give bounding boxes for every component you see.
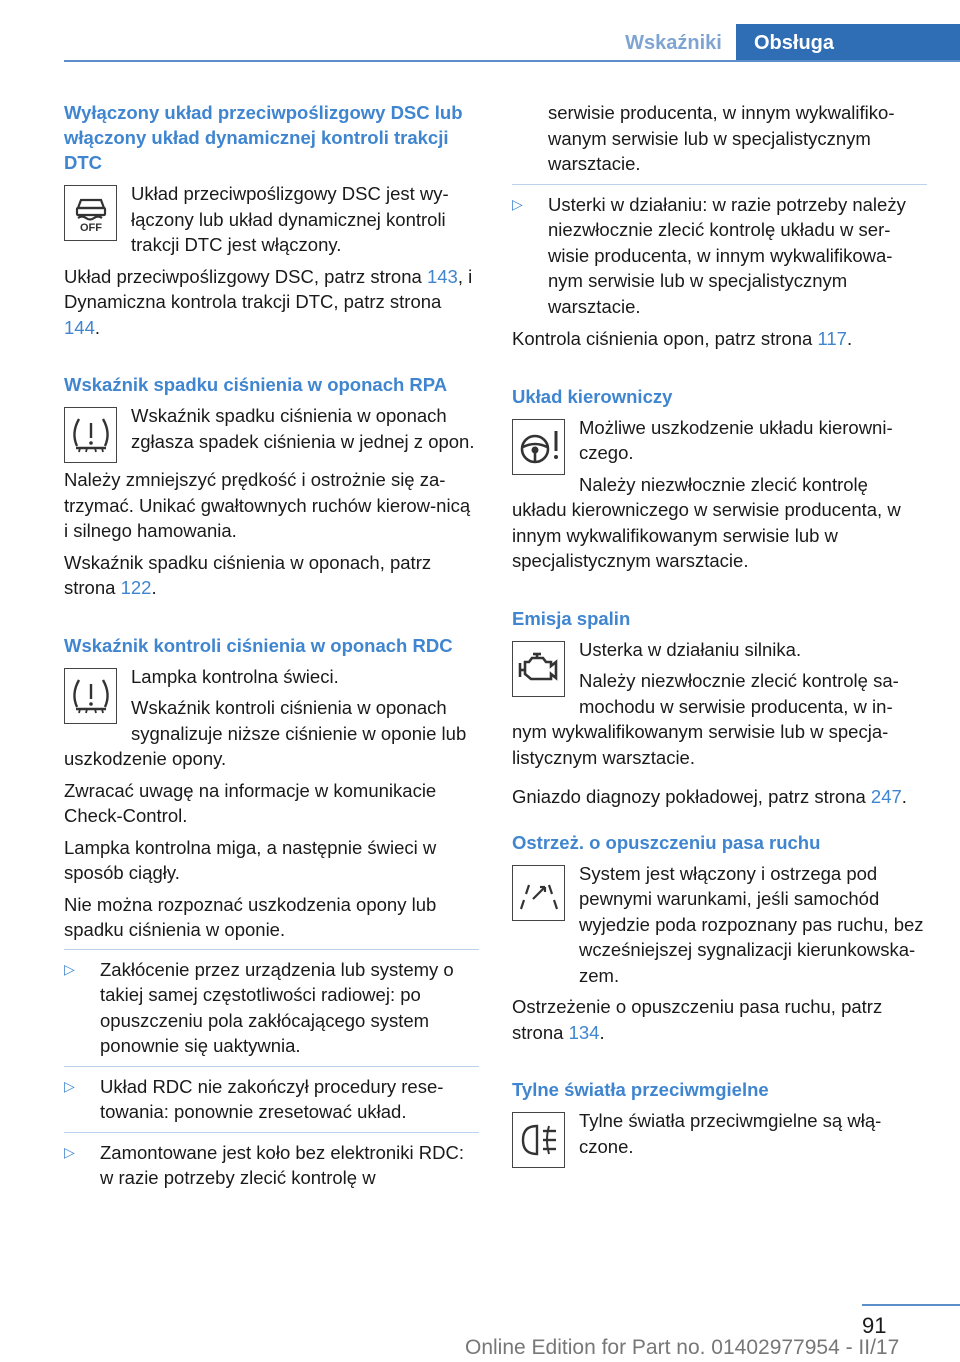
page-number: 91	[862, 1313, 887, 1338]
steering-warning-icon	[512, 419, 565, 475]
header-rule	[64, 60, 960, 62]
engine-check-icon	[512, 641, 565, 697]
list-item: ▷ Zakłócenie przez urządzenia lub systemy o takiej samej częstotliwości radiowej: po opuszczeniu pola zakłócającego system ponownie się uaktywnia.	[64, 957, 479, 1059]
left-column	[64, 100, 479, 1198]
list-item: ▷ Usterki w działaniu: w razie potrzeby należy niezwłocznie zlecić kontrolę układu w ser-wisie producenta, w innym wykwalifikowa-nym serwisie lub w specjalistycznym warsztacie.	[512, 192, 927, 320]
dsc-off-icon	[64, 185, 117, 241]
fog-icon-text: Tylne światła przeciwmgielne są włą-czone.	[579, 1110, 882, 1157]
section-title-emission: Emisja spalin	[512, 607, 631, 629]
dsc-ref-paragraph: Układ przeciwpoślizgowy DSC, patrz strona 143, i Dynamiczna kontrola trakcji DTC, patrz strona 144.	[64, 265, 473, 338]
rdc-paragraph-3: Nie można rozpoznać uszkodzenia opony lub spadku ciśnienia w oponie.	[64, 893, 437, 940]
lane-ref-paragraph: Ostrzeżenie o opuszczeniu pasa ruchu, patrz strona 134.	[512, 996, 883, 1043]
bullet-separator	[64, 949, 479, 950]
bullet-separator	[64, 1132, 479, 1133]
rdc-icon-text-1: Lampka kontrolna świeci.	[131, 665, 339, 687]
page-link-117[interactable]: 117	[817, 328, 847, 349]
header-tab-active[interactable]: Obsługa	[736, 24, 960, 62]
bullet-marker: ▷	[512, 195, 523, 212]
rdc-paragraph-1: Zwracać uwagę na informacje w komunikacie Check-Control.	[64, 779, 437, 826]
page-link-134[interactable]: 134	[568, 1021, 600, 1043]
page-link-247[interactable]: 247	[870, 786, 902, 807]
lane-departure-icon	[512, 865, 565, 921]
rdc-icon-text-2: Wskaźnik kontroli ciśnienia w oponach sygnalizuje niższe ciśnienie w oponie lub uszkodzenie opony.	[64, 697, 467, 769]
bullet-marker: ▷	[64, 1077, 75, 1094]
obd-ref-paragraph: Gniazdo diagnozy pokładowej, patrz strona 247.	[512, 786, 907, 807]
steering-icon-text-1: Możliwe uszkodzenie układu kierowni-czego.	[579, 416, 893, 463]
section-title-lane-departure: Ostrzeż. o opuszczeniu pasa ruchu	[512, 831, 821, 853]
tire-pressure-control-icon	[64, 668, 117, 724]
footer-rule	[862, 1304, 960, 1306]
steering-icon-text-2: Należy niezwłocznie zlecić kontrolę układu kierowniczego w serwisie producenta, w innym wykwalifikowanym serwisie lub w specjalistycznym warsztacie.	[512, 473, 901, 571]
header-tab-section[interactable]: Wskaźniki	[625, 32, 722, 54]
rpa-paragraph: Należy zmniejszyć prędkość i ostrożnie się za-trzymać. Unikać gwałtownych ruchów kierow-nicą i silnego hamowania.	[64, 469, 471, 541]
section-title-rdc: Wskaźnik kontroli ciśnienia w oponach RDC	[64, 634, 453, 656]
lane-icon-text: System jest włączony i ostrzega pod pewnymi warunkami, jeśli samochód wyjedzie poda rozpoznany pas ruchu, bez wcześniejszej sygnalizacji kierunkowska-zem.	[579, 862, 924, 986]
rdc-ref-paragraph: Kontrola ciśnienia opon, patrz strona 117.	[512, 328, 853, 349]
tire-pressure-warning-icon	[64, 407, 117, 463]
page-link-144[interactable]: 144	[64, 316, 95, 338]
section-title-rear-fog: Tylne światła przeciwmgielne	[512, 1079, 769, 1100]
section-title-rpa: Wskaźnik spadku ciśnienia w oponach RPA	[64, 374, 448, 395]
section-title-steering: Układ kierowniczy	[512, 385, 673, 407]
right-column	[512, 100, 927, 1172]
list-item-continued: serwisie producenta, w innym wykwalifiko-wanym serwisie lub w specjalistycznym warsztacie.	[548, 102, 895, 174]
bullet-separator	[64, 1066, 479, 1067]
rpa-icon-text: Wskaźnik spadku ciśnienia w oponach zgłasza spadek ciśnienia w jednej z opon.	[131, 405, 475, 452]
rear-fog-light-icon	[512, 1112, 565, 1168]
list-item: ▷ Układ RDC nie zakończył procedury rese-towania: ponownie zresetować układ.	[64, 1074, 479, 1125]
bullet-marker: ▷	[64, 1143, 75, 1160]
list-item: ▷ Zamontowane jest koło bez elektroniki RDC: w razie potrzeby zlecić kontrolę w	[64, 1140, 479, 1191]
bullet-separator	[512, 184, 927, 185]
edition-footer: Online Edition for Part no. 01402977954 - II/17	[465, 1336, 900, 1359]
engine-icon-text-2: Należy niezwłocznie zlecić kontrolę sa-mochodu w serwisie producenta, w in-nym wykwalifikowanym serwisie lub w specja-listycznym warsztacie.	[512, 670, 899, 768]
section-title-dsc: Wyłączony układ przeciwpoślizgowy DSC lub włączony układ dynamicznej kontroli trakcji DTC	[64, 102, 463, 173]
rdc-paragraph-2: Lampka kontrolna miga, a następnie świeci w sposób ciągły.	[64, 836, 437, 883]
engine-icon-text-1: Usterka w działaniu silnika.	[579, 638, 802, 660]
dsc-icon-text: Układ przeciwpoślizgowy DSC jest wy-łączony lub układ dynamicznej kontroli trakcji DTC jest włączony.	[131, 183, 449, 255]
page-link-143[interactable]: 143	[426, 265, 458, 287]
bullet-marker: ▷	[64, 960, 75, 977]
rpa-ref-paragraph: Wskaźnik spadku ciśnienia w oponach, patrz strona 122.	[64, 551, 432, 598]
page-link-122[interactable]: 122	[120, 577, 152, 598]
svg-text:OFF: OFF	[79, 222, 102, 233]
